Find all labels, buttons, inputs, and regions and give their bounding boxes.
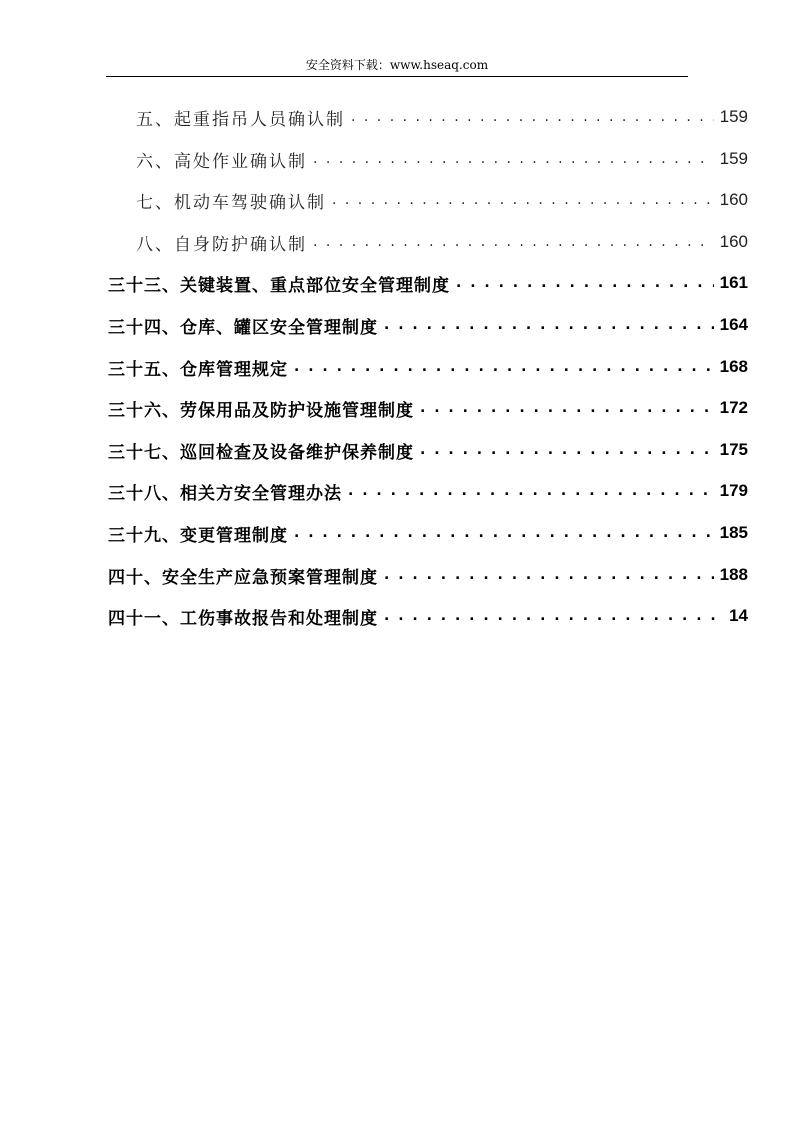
toc-leader-dots bbox=[420, 398, 714, 418]
toc-entry-page: 14 bbox=[729, 606, 748, 625]
toc-entry-title: 三十三、关键装置、重点部位安全管理制度 bbox=[108, 275, 450, 296]
toc-leader-dots bbox=[384, 606, 723, 626]
toc-entry-page: 168 bbox=[719, 357, 748, 376]
toc-leader-dots bbox=[384, 565, 714, 585]
toc-entry[interactable] bbox=[108, 353, 748, 381]
toc-entry-title: 三十四、仓库、罐区安全管理制度 bbox=[108, 317, 378, 338]
toc-entry-title: 八、自身防护确认制 bbox=[136, 234, 307, 255]
page-header bbox=[106, 56, 688, 77]
toc-leader-dots bbox=[313, 149, 714, 169]
toc-entry-title: 三十九、变更管理制度 bbox=[108, 525, 288, 546]
toc-entry[interactable] bbox=[108, 311, 748, 339]
toc-entry-page: 160 bbox=[719, 190, 748, 209]
toc-entry-page: 161 bbox=[719, 273, 748, 292]
toc-leader-dots bbox=[384, 315, 714, 335]
toc-leader-dots bbox=[351, 107, 714, 127]
toc-entry[interactable] bbox=[108, 519, 748, 547]
toc-entry-title: 四十一、工伤事故报告和处理制度 bbox=[108, 608, 378, 629]
toc-entry-page: 188 bbox=[719, 565, 748, 584]
toc-entry-page: 175 bbox=[719, 440, 748, 459]
toc-entry[interactable] bbox=[136, 186, 748, 214]
toc-entry[interactable] bbox=[136, 145, 748, 173]
toc-entry-title: 三十五、仓库管理规定 bbox=[108, 359, 288, 380]
toc-entry-title: 三十七、巡回检查及设备维护保养制度 bbox=[108, 442, 414, 463]
toc-entry-title: 三十八、相关方安全管理办法 bbox=[108, 483, 342, 504]
toc-entry-page: 185 bbox=[719, 523, 748, 542]
toc-entry[interactable] bbox=[108, 269, 748, 297]
toc-entry[interactable] bbox=[108, 602, 748, 630]
toc-leader-dots bbox=[332, 190, 714, 210]
toc-entry[interactable] bbox=[108, 394, 748, 422]
toc-entry[interactable] bbox=[136, 103, 748, 131]
header-text: 安全资料下载：www.hseaq.com bbox=[305, 58, 489, 72]
toc-entry-page: 172 bbox=[719, 398, 748, 417]
toc-entry[interactable] bbox=[108, 477, 748, 505]
toc-entry-page: 159 bbox=[719, 107, 748, 126]
toc-leader-dots bbox=[456, 273, 714, 293]
toc-entry-page: 164 bbox=[719, 315, 748, 334]
toc-entry-title: 七、机动车驾驶确认制 bbox=[136, 192, 326, 213]
toc-leader-dots bbox=[294, 357, 714, 377]
toc-entry[interactable] bbox=[108, 436, 748, 464]
toc-leader-dots bbox=[348, 481, 714, 501]
toc-entry-title: 五、起重指吊人员确认制 bbox=[136, 109, 345, 130]
toc-entry-title: 四十、安全生产应急预案管理制度 bbox=[108, 567, 378, 588]
toc-leader-dots bbox=[420, 440, 714, 460]
toc-entry-title: 六、高处作业确认制 bbox=[136, 151, 307, 172]
toc-entry[interactable] bbox=[108, 561, 748, 589]
toc-entry-page: 160 bbox=[719, 232, 748, 251]
toc-leader-dots bbox=[294, 523, 714, 543]
toc-entry[interactable] bbox=[136, 228, 748, 256]
toc-entry-title: 三十六、劳保用品及防护设施管理制度 bbox=[108, 400, 414, 421]
toc-leader-dots bbox=[313, 232, 714, 252]
toc-entry-page: 159 bbox=[719, 149, 748, 168]
toc-entry-page: 179 bbox=[719, 481, 748, 500]
